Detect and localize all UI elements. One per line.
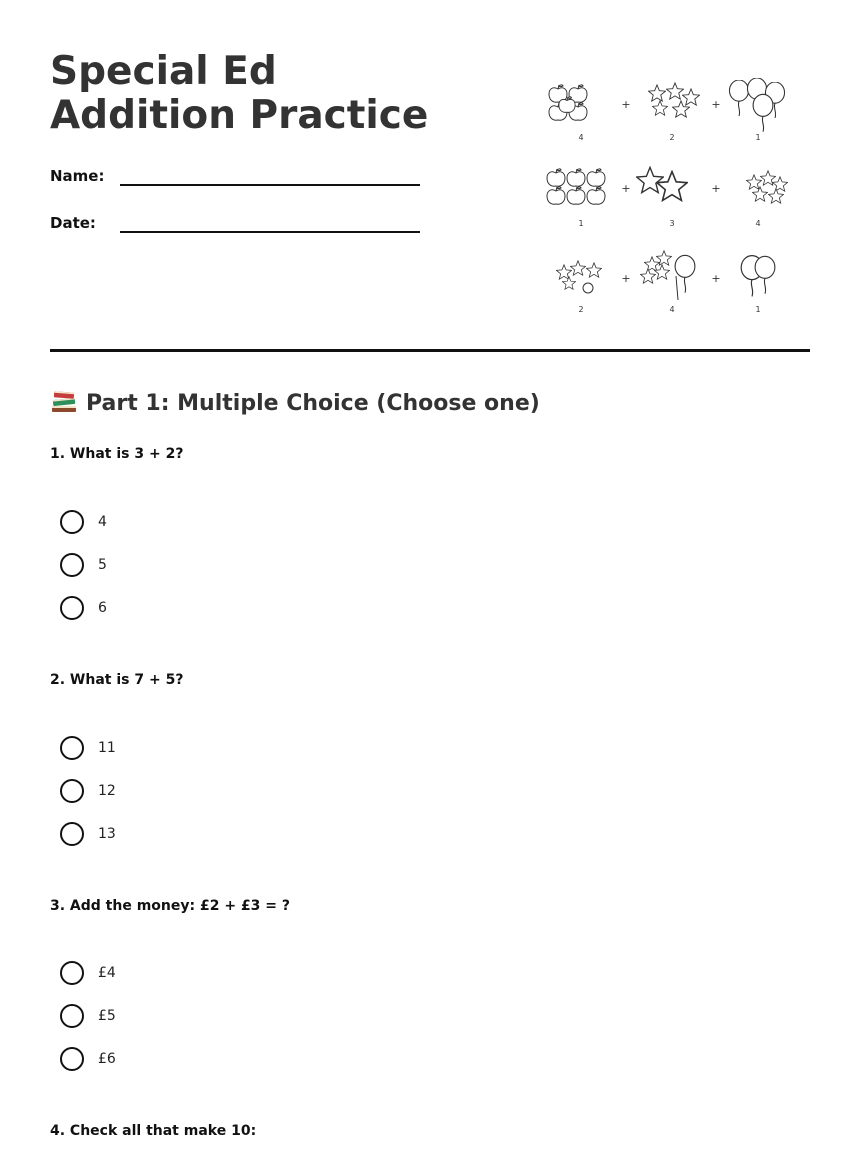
plus-sign: + [711, 98, 721, 111]
radio-button[interactable] [60, 553, 84, 577]
section-title [50, 388, 540, 420]
count-label: 2 [669, 133, 675, 142]
radio-button[interactable] [60, 596, 84, 620]
option-label: £5 [98, 1008, 116, 1024]
question-3: 3. Add the money: £2 + £3 = ? [50, 898, 291, 914]
q2-option-c[interactable] [60, 822, 360, 848]
count-label: 1 [755, 133, 761, 142]
option-label: 5 [98, 557, 107, 573]
q3-option-b[interactable] [60, 1004, 360, 1030]
q1-option-c[interactable] [60, 596, 360, 622]
apples-icon [547, 169, 605, 204]
apples-icon [549, 85, 587, 120]
radio-button[interactable] [60, 510, 84, 534]
option-label: £6 [98, 1051, 116, 1067]
option-label: 12 [98, 783, 116, 799]
count-label: 1 [578, 219, 584, 228]
radio-button[interactable] [60, 1047, 84, 1071]
q3-option-a[interactable] [60, 961, 360, 987]
section-divider [50, 349, 810, 352]
count-label: 2 [578, 305, 584, 314]
q3-option-c[interactable] [60, 1047, 360, 1073]
option-label: 11 [98, 740, 116, 756]
count-label: 4 [578, 133, 584, 142]
radio-button[interactable] [60, 779, 84, 803]
two-stars-icon [637, 167, 688, 200]
stars-icon [556, 261, 601, 293]
stars-balloon-icon [640, 251, 695, 300]
section-title-text: Part 1: Multiple Choice (Choose one) [86, 391, 540, 416]
counting-illustration [540, 76, 800, 321]
plus-sign: + [711, 272, 721, 285]
q2-option-a[interactable] [60, 736, 360, 762]
plus-sign: + [621, 182, 631, 195]
balloons-icon [741, 256, 775, 297]
option-label: 4 [98, 514, 107, 530]
question-1: 1. What is 3 + 2? [50, 446, 184, 462]
plus-sign: + [711, 182, 721, 195]
count-label: 1 [755, 305, 761, 314]
plus-sign: + [621, 272, 631, 285]
question-4: 4. Check all that make 10: [50, 1123, 257, 1139]
radio-button[interactable] [60, 822, 84, 846]
count-label: 3 [669, 219, 675, 228]
date-input-line[interactable] [120, 231, 420, 233]
count-label: 4 [669, 305, 675, 314]
q1-option-b[interactable] [60, 553, 360, 579]
count-label: 4 [755, 219, 761, 228]
stars-icon [648, 83, 699, 117]
radio-button[interactable] [60, 736, 84, 760]
q2-option-b[interactable] [60, 779, 360, 805]
illus-row-2 [547, 167, 788, 228]
name-field [50, 166, 430, 196]
question-2: 2. What is 7 + 5? [50, 672, 184, 688]
balloons-icon [729, 78, 784, 132]
plus-sign: + [621, 98, 631, 111]
date-field [50, 213, 430, 243]
option-label: 6 [98, 600, 107, 616]
option-label: £4 [98, 965, 116, 981]
q1-option-a[interactable] [60, 510, 360, 536]
illus-row-1 [549, 78, 785, 142]
page-title: Special Ed Addition Practice [50, 49, 429, 138]
date-label: Date: [50, 214, 96, 232]
name-label: Name: [50, 167, 105, 185]
name-input-line[interactable] [120, 184, 420, 186]
illus-row-3 [556, 251, 775, 314]
radio-button[interactable] [60, 961, 84, 985]
radio-button[interactable] [60, 1004, 84, 1028]
option-label: 13 [98, 826, 116, 842]
stars-icon [746, 171, 787, 203]
books-icon [50, 388, 78, 414]
